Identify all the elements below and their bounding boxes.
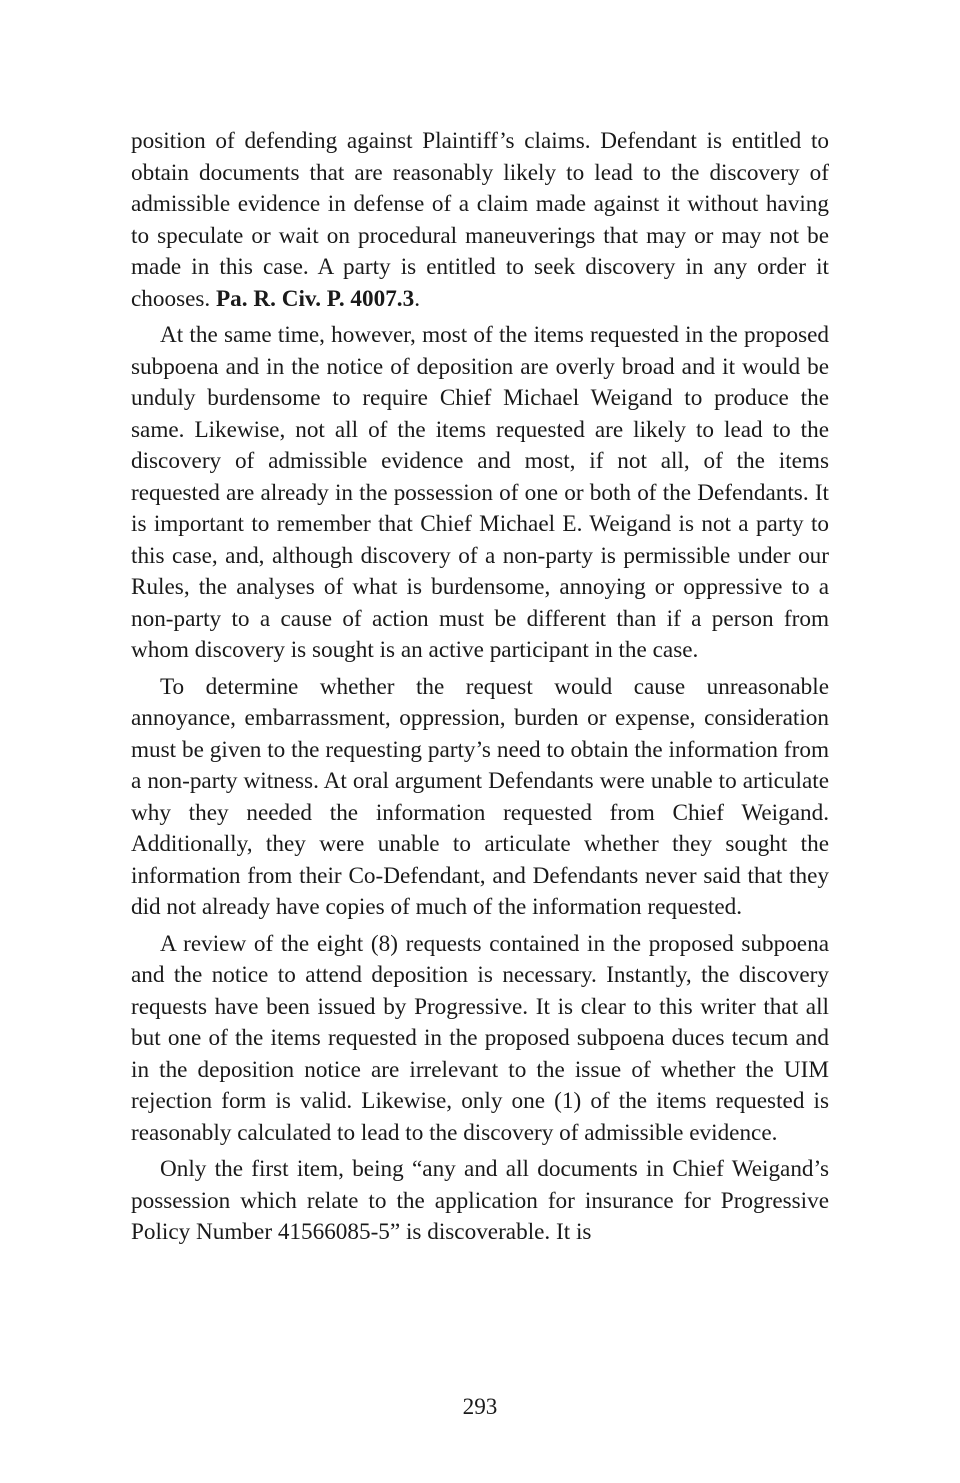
paragraph-1 [131, 126, 829, 315]
document-body [131, 126, 829, 1254]
paragraph-1-text: position of defending against Plaintiff’s claims. Defendant is entitled to obtain documents that are reasonably likely to lead to the discovery of admissible evidence in defense of a claim made against it without having to speculate or wait on procedural maneuverings that may or may not be made in this case. A party is entitled to seek discovery in any order it chooses. [131, 128, 829, 312]
rule-citation: Pa. R. Civ. P. 4007.3 [216, 285, 415, 312]
page-number: 293 [462, 1394, 498, 1420]
paragraph-2: At the same time, however, most of the items requested in the proposed subpoena and in the notice of deposition are overly broad and it would be unduly burdensome to require Chief Michael Weigand to produce the same. Likewise, not all of the items requested are likely to lead to the discovery of admissible evidence and most, if not all, of the items requested are already in the possession of one or both of the Defendants. It is important to remember that Chief Michael E. Weigand is not a party to this case, and, although discovery of a non-party is permissible under our Rules, the analyses of what is burdensome, annoying or oppressive to a non-party to a cause of action must be different than if a person from whom discovery is sought is an active participant in the case. [131, 322, 829, 663]
paragraph-4: A review of the eight (8) requests contained in the proposed subpoena and the notice to attend deposition is necessary. Instantly, the discovery requests have been issued by Progressive. It is clear to this writer that all but one of the items requested in the proposed subpoena duces tecum and in the deposition notice are irrelevant to the issue of whether the UIM rejection form is valid. Likewise, only one (1) of the items requested is reasonably calculated to lead to the discovery of admissible evidence. [131, 930, 829, 1146]
paragraph-5: Only the first item, being “any and all documents in Chief Weigand’s possession which relate to the application for insurance for Progressive Policy Number 41566085-5” is discoverable. It is [131, 1156, 829, 1245]
paragraph-3: To determine whether the request would cause unreasonable annoyance, embarrassment, oppression, burden or expense, consideration must be given to the requesting party’s need to obtain the information from a non-party witness. At oral argument Defendants were unable to articulate why they needed the information requested from Chief Weigand. Additionally, they were unable to articulate whether they sought the information from their Co-Defendant, and Defendants never said that they did not already have copies of much of the information requested. [131, 673, 829, 920]
citation-period: . [414, 285, 420, 312]
